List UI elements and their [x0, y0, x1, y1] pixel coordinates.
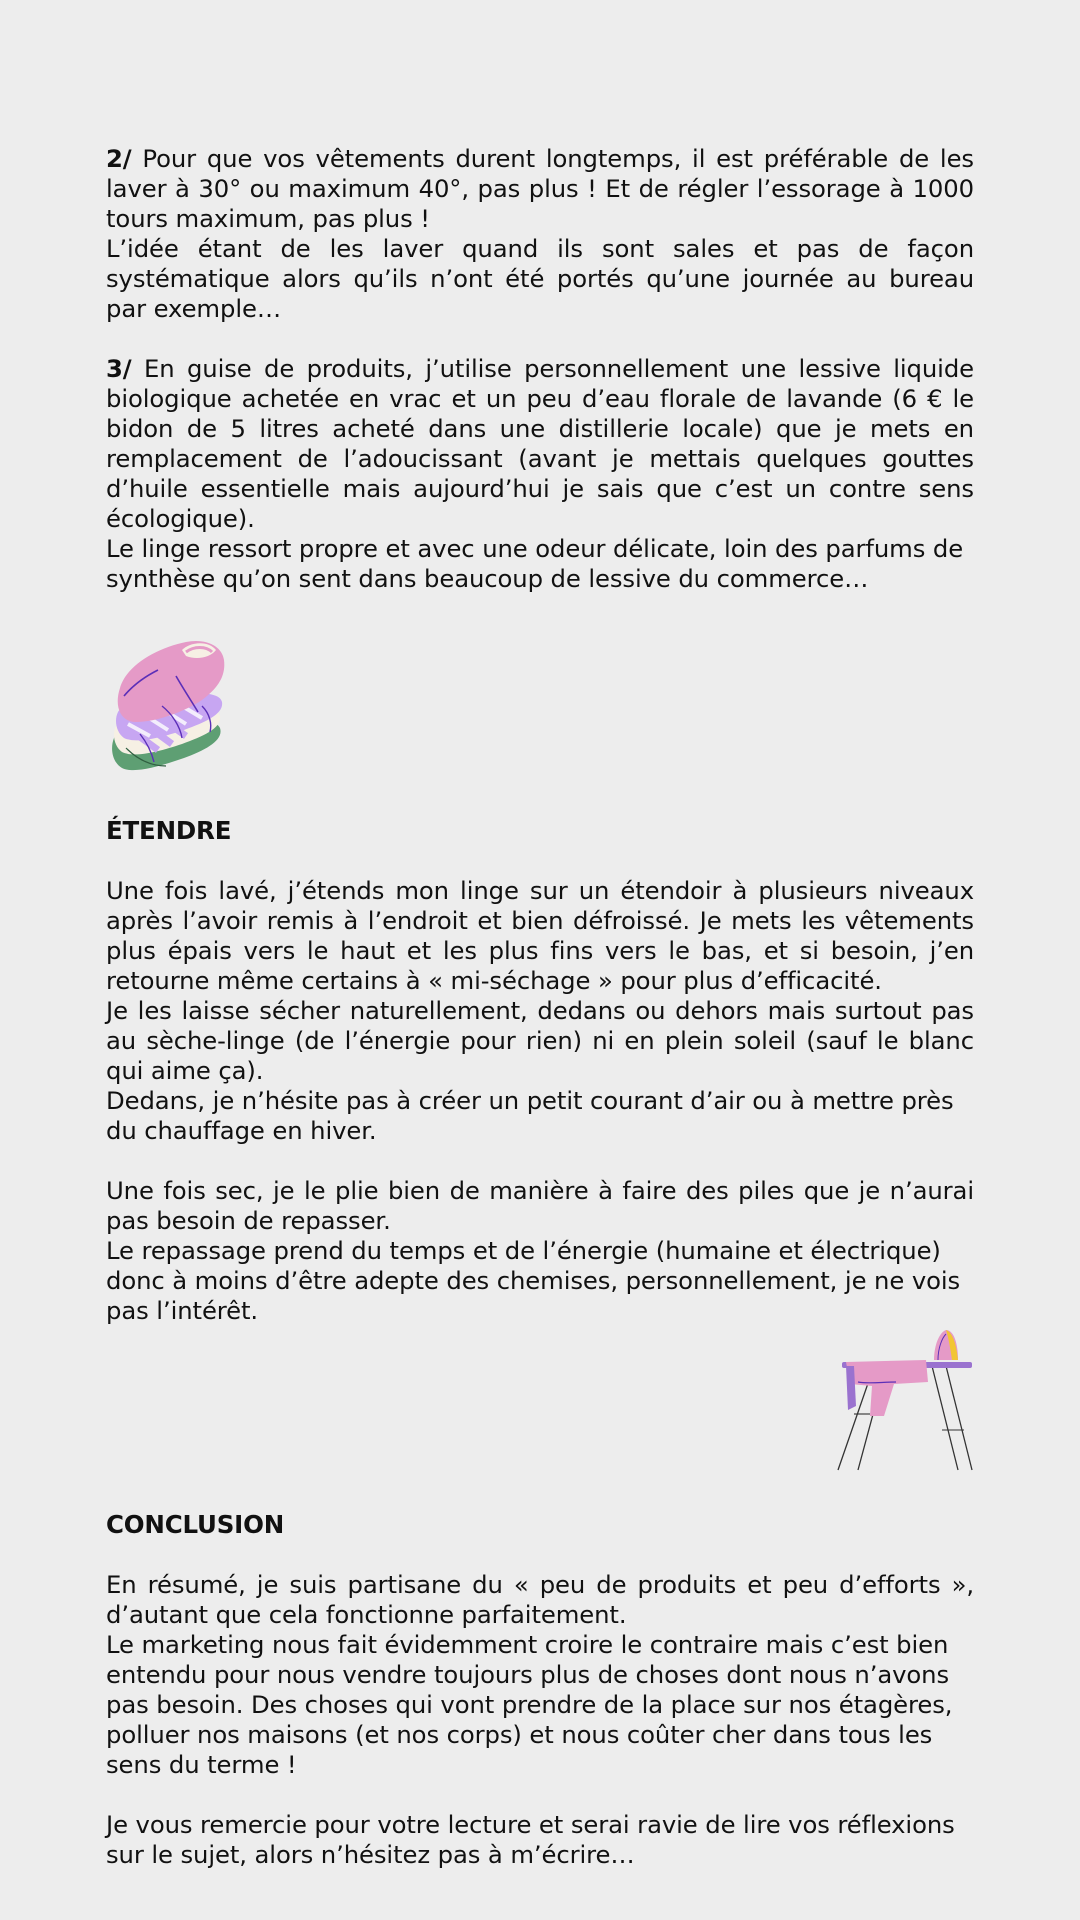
point-3-follow-paragraph: Le linge ressort propre et avec une odeur délicate, loin des parfums de synthèse qu’on sent dans beaucoup de lessive du commerce…: [106, 534, 964, 593]
etendre-paragraph-3: Dedans, je n’hésite pas à créer un petit courant d’air ou à mettre près du chauffage en hiver.: [106, 1086, 954, 1145]
washing-section: [106, 144, 974, 594]
conclusion-section: [106, 1510, 974, 1870]
point-3-text: En guise de produits, j’utilise personnellement une lessive liquide biologique achetée en vrac et un peu d’eau florale de lavande (6 € le bidon de 5 litres acheté dans une distillerie locale) que je mets en remplacement de l’adoucissant (avant je mettais quelques gouttes d’huile essentielle mais aujourd’hui je sais que c’est un contre sens écologique).: [106, 354, 974, 533]
etendre-paragraph-5: Le repassage prend du temps et de l’énergie (humaine et électrique) donc à moins d’être adepte des chemises, personnellement, je ne vois pas l’intérêt.: [106, 1236, 961, 1325]
folded-clothes-stack-icon: [106, 636, 236, 776]
ironing-board-icon: [834, 1326, 974, 1472]
point-2-paragraph: [106, 144, 974, 234]
point-2-text: Pour que vos vêtements durent longtemps, il est préférable de les laver à 30° ou maximum 40°, pas plus ! Et de régler l’essorage à 1000 tours maximum, pas plus !: [106, 144, 974, 233]
etendre-paragraph-4: Une fois sec, je le plie bien de manière à faire des piles que je n’aurai pas besoin de repasser.: [106, 1176, 974, 1235]
conclusion-paragraph-2: Le marketing nous fait évidemment croire le contraire mais c’est bien entendu pour nous vendre toujours plus de choses dont nous n’avons pas besoin. Des choses qui vont prendre de la place sur nos étagères, polluer nos maisons (et nos corps) et nous coûter cher dans tous les sens du terme !: [106, 1630, 953, 1779]
point-2-follow-paragraph: L’idée étant de les laver quand ils sont sales et pas de façon systématique alors qu’ils n’ont été portés qu’une journée au bureau par exemple…: [106, 234, 974, 323]
conclusion-heading: CONCLUSION: [106, 1510, 285, 1539]
point-2-number: 2/: [106, 144, 132, 173]
etendre-paragraph-2: Je les laisse sécher naturellement, dedans ou dehors mais surtout pas au sèche-linge (de l’énergie pour rien) ni en plein soleil (sauf le blanc qui aime ça).: [106, 996, 974, 1085]
conclusion-paragraph-1: En résumé, je suis partisane du « peu de produits et peu d’efforts », d’autant que cela fonctionne parfaitement.: [106, 1570, 974, 1629]
point-3-number: 3/: [106, 354, 132, 383]
conclusion-paragraph-3: Je vous remercie pour votre lecture et serai ravie de lire vos réflexions sur le sujet, alors n’hésitez pas à m’écrire…: [106, 1810, 955, 1869]
etendre-paragraph-1: Une fois lavé, j’étends mon linge sur un étendoir à plusieurs niveaux après l’avoir remis à l’endroit et bien défroissé. Je mets les vêtements plus épais vers le haut et les plus fins vers le bas, et si besoin, j’en retourne même certains à « mi-séchage » pour plus d’efficacité.: [106, 876, 974, 995]
etendre-section: [106, 816, 974, 1326]
etendre-heading: ÉTENDRE: [106, 816, 232, 845]
point-3-paragraph: [106, 354, 974, 534]
